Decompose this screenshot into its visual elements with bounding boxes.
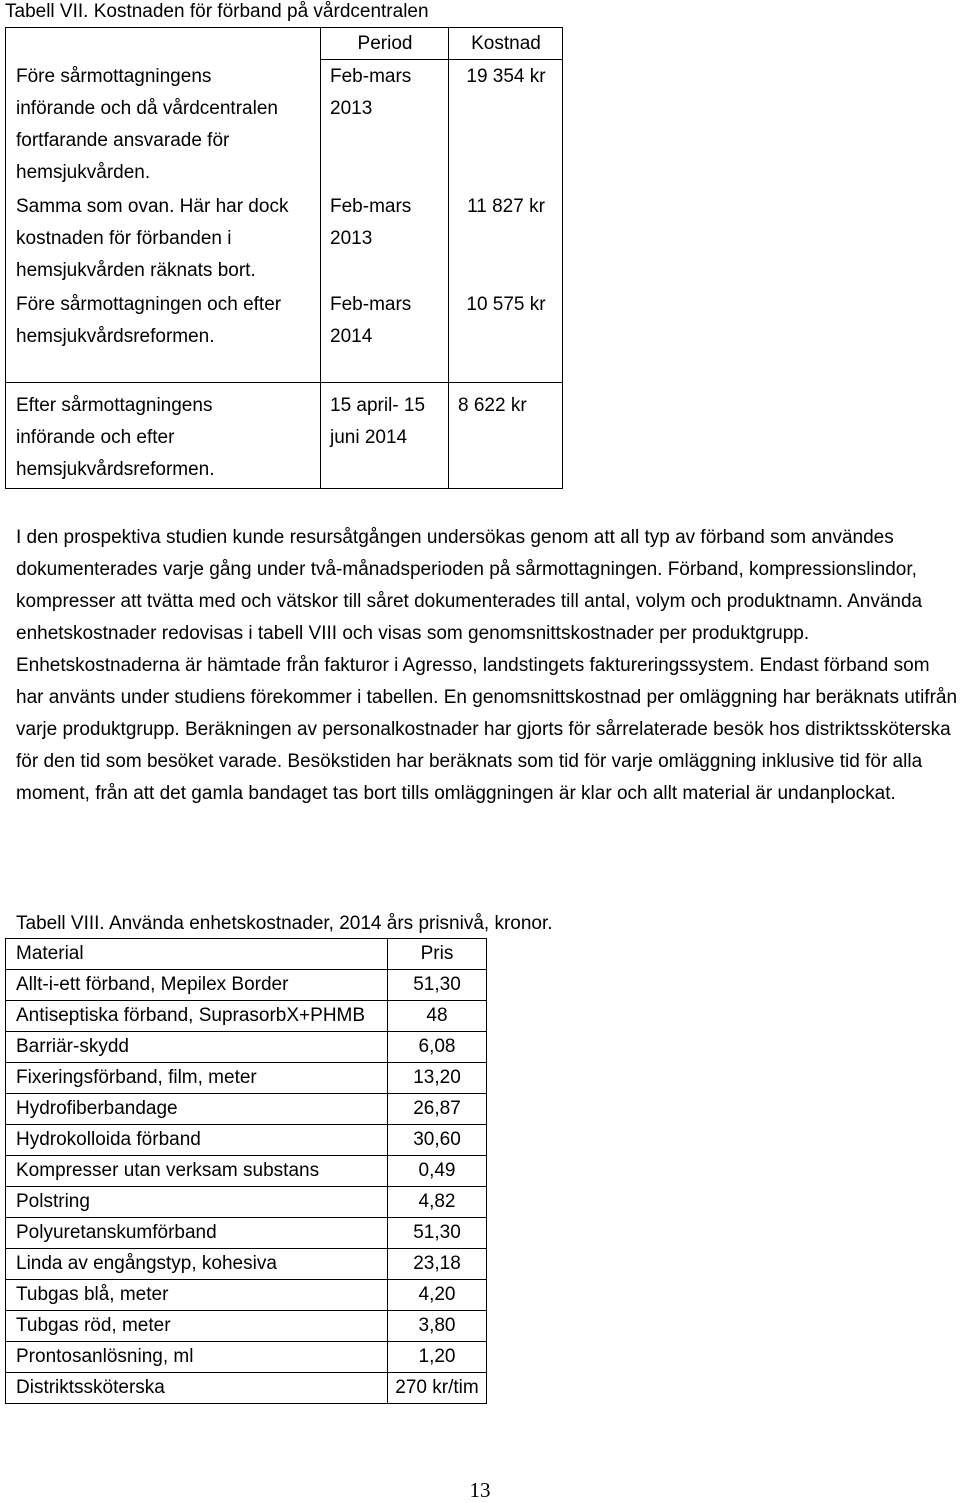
table7-row-period: Feb-mars 2013 <box>330 196 412 249</box>
price-cell: 51,30 <box>388 970 487 1001</box>
table7-divider <box>320 28 321 488</box>
material-cell: Barriär-skydd <box>6 1032 388 1063</box>
table-row <box>6 1280 487 1311</box>
material-cell: Hydrofiberbandage <box>6 1094 388 1125</box>
table-row <box>6 1218 487 1249</box>
material-cell: Prontosanlösning, ml <box>6 1342 388 1373</box>
table7-row-period: Feb-mars 2014 <box>330 294 412 347</box>
table-row <box>6 1342 487 1373</box>
table7-row-rule <box>6 382 562 383</box>
table7-caption: Tabell VII. Kostnaden för förband på vårdcentralen <box>5 1 429 22</box>
table7-row-period: 15 april- 15 juni 2014 <box>330 395 426 448</box>
price-cell: 270 kr/tim <box>388 1373 487 1404</box>
price-cell: 23,18 <box>388 1249 487 1280</box>
table8-caption: Tabell VIII. Använda enhetskostnader, 2014 års prisnivå, kronor. <box>16 913 553 934</box>
table7 <box>5 27 563 489</box>
table-row <box>6 1032 487 1063</box>
table7-row-cost: 11 827 kr <box>467 196 545 217</box>
material-cell: Antiseptiska förband, SuprasorbX+PHMB <box>6 1001 388 1032</box>
material-cell: Tubgas röd, meter <box>6 1311 388 1342</box>
table7-row-cost: 8 622 kr <box>458 395 527 416</box>
price-cell: 3,80 <box>388 1311 487 1342</box>
table-row <box>6 970 487 1001</box>
table7-header-period: Period <box>357 33 413 54</box>
price-cell: 4,20 <box>388 1280 487 1311</box>
price-cell: 6,08 <box>388 1032 487 1063</box>
table7-row-cost: 10 575 kr <box>466 294 546 315</box>
material-cell: Distriktssköterska <box>6 1373 388 1404</box>
material-cell: Tubgas blå, meter <box>6 1280 388 1311</box>
price-cell: 26,87 <box>388 1094 487 1125</box>
table7-row-label: Samma som ovan. Här har dock kostnaden för förbanden i hemsjukvården räknats bort. <box>16 196 289 281</box>
price-cell: 0,49 <box>388 1156 487 1187</box>
price-cell: 51,30 <box>388 1218 487 1249</box>
table-row <box>6 1125 487 1156</box>
table7-header-cost: Kostnad <box>471 33 541 54</box>
table8-header-material: Material <box>6 939 388 970</box>
price-cell: 48 <box>388 1001 487 1032</box>
table7-row-period: Feb-mars 2013 <box>330 66 412 119</box>
material-cell: Kompresser utan verksam substans <box>6 1156 388 1187</box>
material-cell: Linda av engångstyp, kohesiva <box>6 1249 388 1280</box>
table7-divider <box>448 28 449 488</box>
table7-row-label: Efter sårmottagningens införande och efter hemsjukvårdsreformen. <box>16 395 215 480</box>
table-row <box>6 1001 487 1032</box>
price-cell: 1,20 <box>388 1342 487 1373</box>
table7-row-label: Före sårmottagningens införande och då vårdcentralen fortfarande ansvarade för hemsjukvården. <box>16 66 278 183</box>
table-row <box>6 1373 487 1404</box>
table-row <box>6 1094 487 1125</box>
intro-paragraph: I den prospektiva studien kunde resursåtgången undersökas genom att all typ av förband som användes dokumenterades varje gång under två-månadsperioden på sårmottagningen. Förband, kompressionslindor, kompresser att tvätta med och vätskor till såret dokumenterades till antal, volym och produktnamn. Använda enhetskostnader redovisas i tabell VIII och visas som genomsnittskostnader per produktgrupp. Enhetskostnaderna är hämtade från fakturor i Agresso, landstingets faktureringssystem. Endast förband som har använts under studiens förekommer i tabellen. En genomsnittskostnad per omläggning har beräknats utifrån varje produktgrupp. Beräkningen av personalkostnader har gjorts för sårrelaterade besök hos distriktssköterska för den tid som besöket varade. Besökstiden har beräknats som tid för varje omläggning inklusive tid för alla moment, från att det gamla bandaget tas bort tills omläggningen är klar och allt material är undanplockat. <box>16 527 958 804</box>
material-cell: Allt-i-ett förband, Mepilex Border <box>6 970 388 1001</box>
table-row <box>6 1311 487 1342</box>
page-number: 13 <box>469 1478 491 1502</box>
table-row <box>6 1156 487 1187</box>
table7-row-label: Före sårmottagningen och efter hemsjukvårdsreformen. <box>16 294 282 347</box>
price-cell: 4,82 <box>388 1187 487 1218</box>
table8-header-price: Pris <box>388 939 487 970</box>
material-cell: Polstring <box>6 1187 388 1218</box>
material-cell: Hydrokolloida förband <box>6 1125 388 1156</box>
material-cell: Fixeringsförband, film, meter <box>6 1063 388 1094</box>
price-cell: 13,20 <box>388 1063 487 1094</box>
material-cell: Polyuretanskumförband <box>6 1218 388 1249</box>
table-row <box>6 1249 487 1280</box>
table8-header-row <box>6 939 487 970</box>
table-row <box>6 1063 487 1094</box>
table8 <box>5 938 487 1404</box>
table-row <box>6 1187 487 1218</box>
table7-row-cost: 19 354 kr <box>466 66 546 87</box>
price-cell: 30,60 <box>388 1125 487 1156</box>
